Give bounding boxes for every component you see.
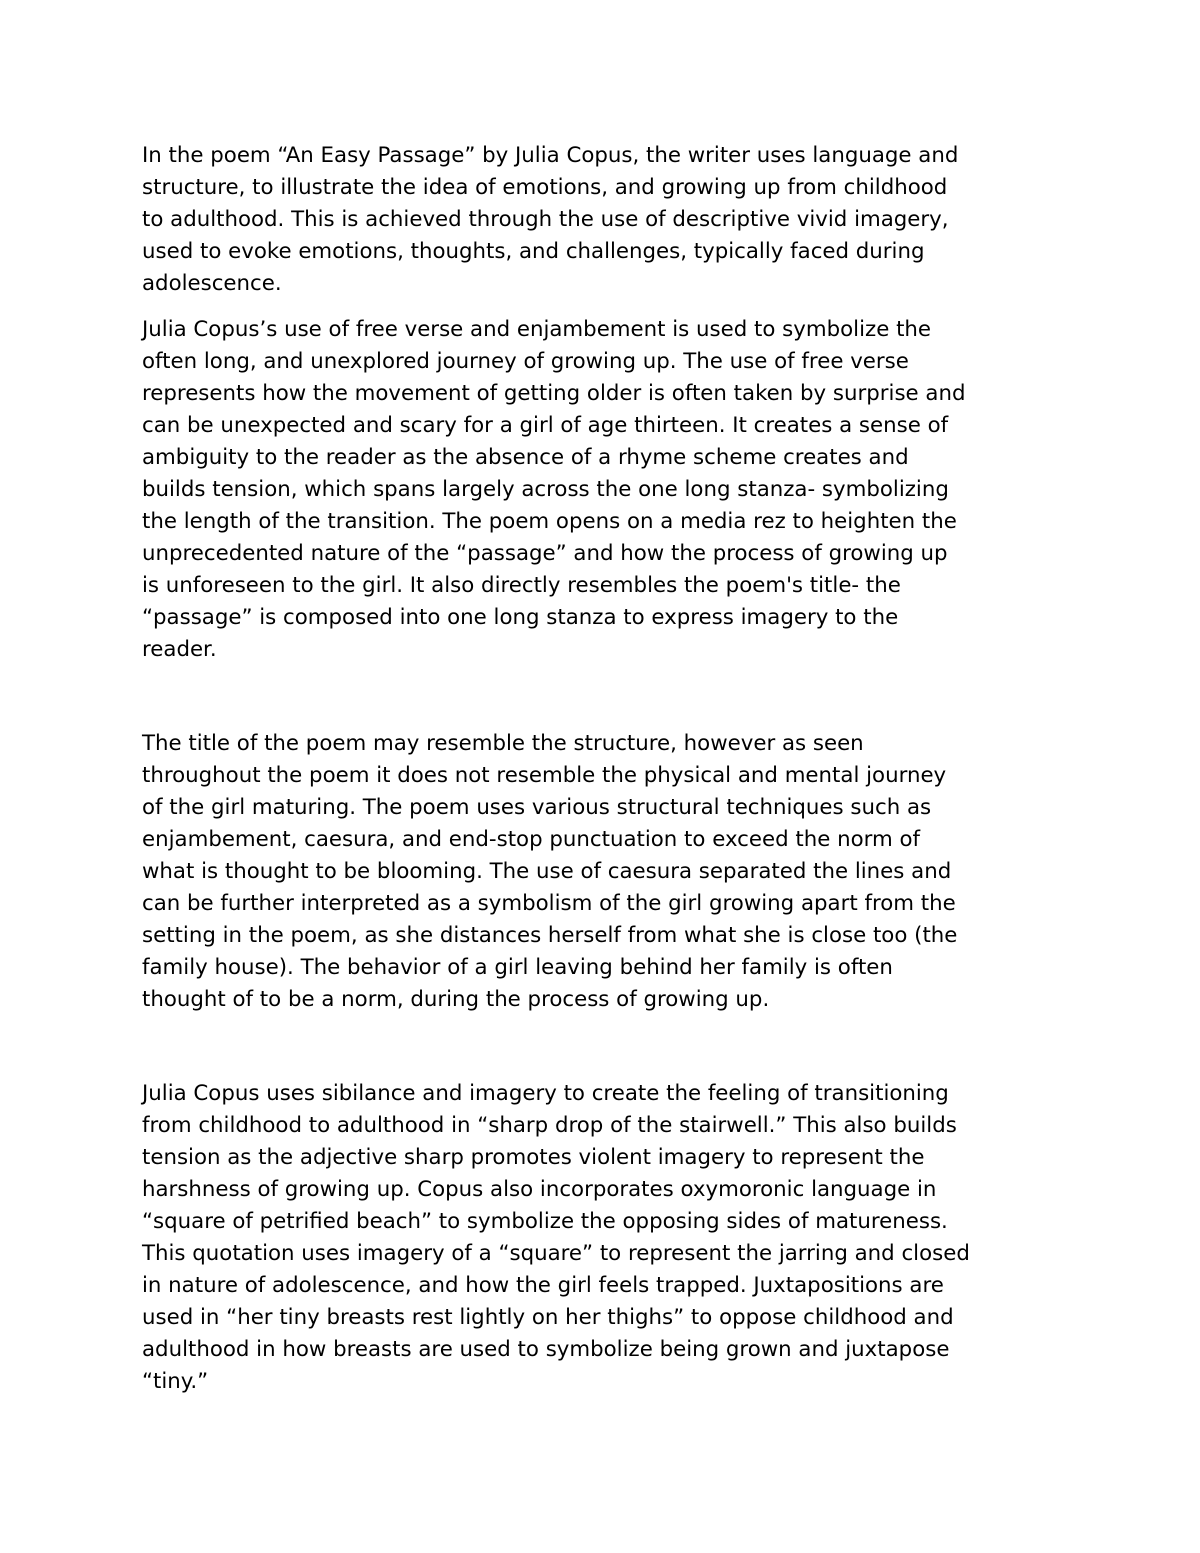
text-line: In the poem “An Easy Passage” by Julia Copus, the writer uses language and	[142, 143, 959, 168]
paragraph-title-structure	[142, 728, 1062, 1016]
text-line: to adulthood. This is achieved through the use of descriptive vivid imagery,	[142, 207, 949, 232]
text-line: Julia Copus uses sibilance and imagery to create the feeling of transitioning	[142, 1081, 949, 1106]
text-line: thought of to be a norm, during the process of growing up.	[142, 987, 770, 1012]
text-line: the length of the transition. The poem opens on a media rez to heighten the	[142, 509, 957, 534]
text-line: throughout the poem it does not resemble the physical and mental journey	[142, 763, 947, 788]
paragraph-intro	[142, 140, 1062, 300]
text-line: ambiguity to the reader as the absence of a rhyme scheme creates and	[142, 445, 909, 470]
text-line: enjambement, caesura, and end-stop punctuation to exceed the norm of	[142, 827, 921, 852]
text-line: This quotation uses imagery of a “square” to represent the jarring and closed	[142, 1241, 970, 1266]
text-line: “tiny.”	[142, 1369, 209, 1394]
text-line: “passage” is composed into one long stanza to express imagery to the	[142, 605, 899, 630]
paragraph-sibilance-imagery	[142, 1078, 1062, 1398]
text-line: unprecedented nature of the “passage” and how the process of growing up	[142, 541, 948, 566]
text-line: family house). The behavior of a girl leaving behind her family is often	[142, 955, 893, 980]
text-line: is unforeseen to the girl. It also directly resembles the poem's title- the	[142, 573, 901, 598]
text-line: “square of petrified beach” to symbolize the opposing sides of matureness.	[142, 1209, 948, 1234]
text-line: adolescence.	[142, 271, 282, 296]
text-line: reader.	[142, 637, 217, 662]
text-line: from childhood to adulthood in “sharp drop of the stairwell.” This also builds	[142, 1113, 957, 1138]
text-line: used to evoke emotions, thoughts, and challenges, typically faced during	[142, 239, 925, 264]
paragraph-free-verse	[142, 314, 1062, 666]
text-line: structure, to illustrate the idea of emotions, and growing up from childhood	[142, 175, 948, 200]
text-line: The title of the poem may resemble the structure, however as seen	[142, 731, 864, 756]
text-line: in nature of adolescence, and how the girl feels trapped. Juxtapositions are	[142, 1273, 944, 1298]
text-line: used in “her tiny breasts rest lightly on her thighs” to oppose childhood and	[142, 1305, 954, 1330]
text-line: of the girl maturing. The poem uses various structural techniques such as	[142, 795, 932, 820]
text-line: can be unexpected and scary for a girl of age thirteen. It creates a sense of	[142, 413, 949, 438]
text-line: what is thought to be blooming. The use of caesura separated the lines and	[142, 859, 952, 884]
text-line: harshness of growing up. Copus also incorporates oxymoronic language in	[142, 1177, 937, 1202]
document-body	[142, 140, 1062, 1398]
text-line: tension as the adjective sharp promotes violent imagery to represent the	[142, 1145, 925, 1170]
text-line: represents how the movement of getting older is often taken by surprise and	[142, 381, 966, 406]
text-line: often long, and unexplored journey of growing up. The use of free verse	[142, 349, 909, 374]
text-line: adulthood in how breasts are used to symbolize being grown and juxtapose	[142, 1337, 950, 1362]
text-line: builds tension, which spans largely across the one long stanza- symbolizing	[142, 477, 949, 502]
text-line: Julia Copus’s use of free verse and enjambement is used to symbolize the	[142, 317, 932, 342]
text-line: can be further interpreted as a symbolism of the girl growing apart from the	[142, 891, 956, 916]
text-line: setting in the poem, as she distances herself from what she is close too (the	[142, 923, 958, 948]
